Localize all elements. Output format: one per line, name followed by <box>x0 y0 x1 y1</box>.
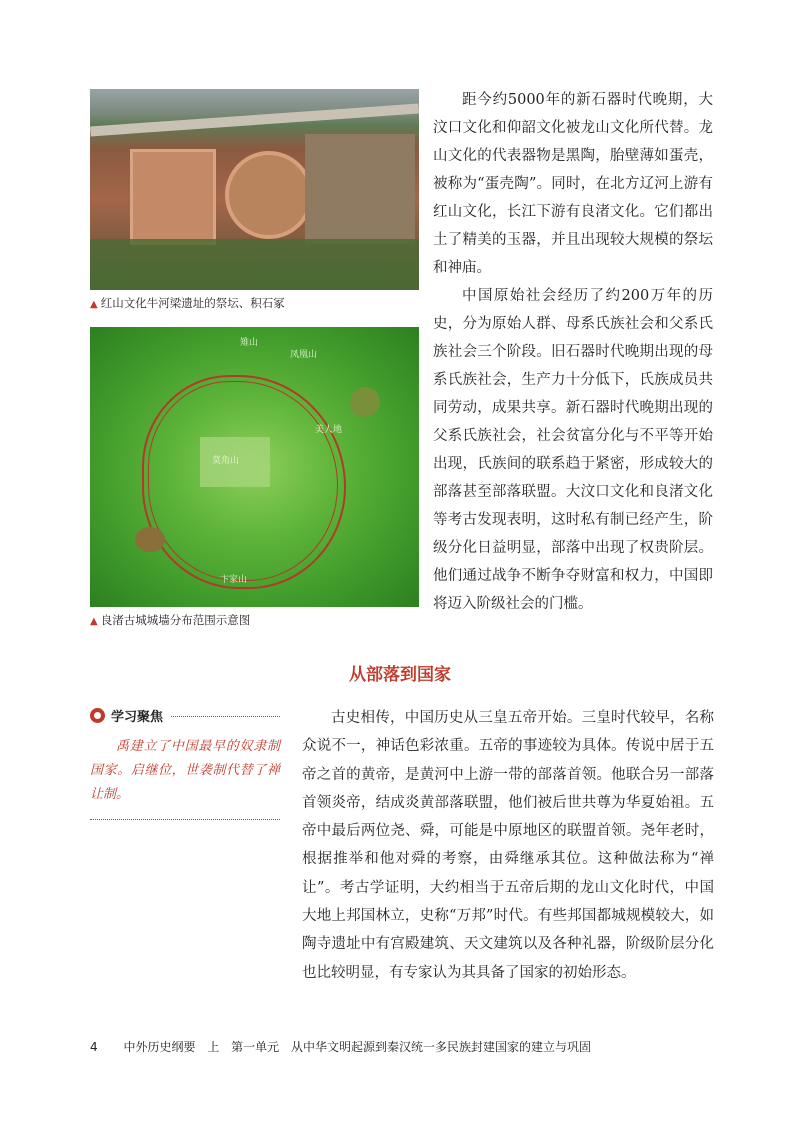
map-label: 卞家山 <box>220 575 248 585</box>
photo-caption-text: 红山文化牛河梁遗址的祭坛、积石冢 <box>100 296 285 310</box>
map-caption-text: 良渚古城城墙分布范围示意图 <box>100 613 251 627</box>
divider <box>90 819 280 820</box>
triangle-icon: ▲ <box>90 299 98 310</box>
unit-title: 从中华文明起源到秦汉统一多民族封建国家的建立与巩固 <box>291 1040 592 1054</box>
page-number: 4 <box>90 1040 98 1054</box>
stone-tomb <box>305 134 415 244</box>
main-text <box>302 704 714 987</box>
learning-focus-box <box>90 706 280 820</box>
focus-text: 禹建立了中国最早的奴隶制国家。启继位，世袭制代替了禅让制。 <box>90 739 280 802</box>
map-label: 雉山 <box>240 338 259 348</box>
column-text <box>433 86 713 618</box>
book-title: 中外历史纲要 <box>123 1040 196 1054</box>
volume: 上 <box>207 1040 220 1054</box>
unit: 第一单元 <box>231 1040 280 1054</box>
road <box>90 104 419 137</box>
paragraph: 距今约5000年的新石器时代晚期，大汶口文化和仰韶文化被龙山文化所代替。龙山文化的代表器物是黑陶，胎壁薄如蛋壳，被称为“蛋壳陶”。同时，在北方辽河上游有红山文化，长江下游有良渚文化。它们都出土了精美的玉器，并且出现较大规模的祭坛和神庙。 <box>433 92 713 276</box>
map-label: 凤凰山 <box>290 350 318 360</box>
map-label: 莫角山 <box>212 456 240 466</box>
triangle-icon: ▲ <box>90 616 98 627</box>
section-title: 从部落到国家 <box>349 665 451 685</box>
divider <box>171 716 280 717</box>
liangzhu-map <box>90 327 419 607</box>
map-caption <box>90 612 250 628</box>
focus-icon <box>90 708 105 723</box>
field <box>90 239 419 290</box>
hill-mark <box>135 527 165 552</box>
altar-round <box>225 151 313 239</box>
map-label: 美人地 <box>315 425 343 435</box>
paragraph: 古史相传，中国历史从三皇五帝开始。三皇时代较早，名称众说不一，神话色彩浓重。五帝的事迹较为具体。传说中居于五帝之首的黄帝，是黄河中上游一带的部落首领。他联合另一部落首领炎帝，结成炎黄部落联盟，他们被后世共尊为华夏始祖。五帝中最后两位尧、舜，可能是中原地区的联盟首领。尧年老时，根据推举和他对舜的考察，由舜继承其位。这种做法称为“禅让”。考古学证明，大约相当于五帝后期的龙山文化时代，中国大地上邦国林立，史称“万邦”时代。有些邦国都城规模较大，如陶寺遗址中有宫殿建筑、天文建筑以及各种礼器，阶级阶层分化也比较明显，有专家认为其具备了国家的初始形态。 <box>302 710 714 981</box>
page-footer <box>90 1038 599 1055</box>
hill-mark <box>350 387 380 417</box>
focus-header <box>90 706 280 725</box>
altar-square <box>130 149 216 245</box>
paragraph: 中国原始社会经历了约200万年的历史，分为原始人群、母系氏族社会和父系氏族社会三个阶段。旧石器时代晚期出现的母系氏族社会，生产力十分低下，氏族成员共同劳动，成果共享。新石器时代晚期出现的父系氏族社会，社会贫富分化与不平等开始出现，氏族间的联系趋于紧密，形成较大的部落甚至部落联盟。大汶口文化和良渚文化等考古发现表明，这时私有制已经产生，阶级分化日益明显，部落中出现了权贵阶层。他们通过战争不断争夺财富和权力，中国即将迈入阶级社会的门槛。 <box>433 288 713 612</box>
photo-caption <box>90 295 285 311</box>
hongshan-site-photo <box>90 89 419 290</box>
focus-title: 学习聚焦 <box>111 710 164 725</box>
